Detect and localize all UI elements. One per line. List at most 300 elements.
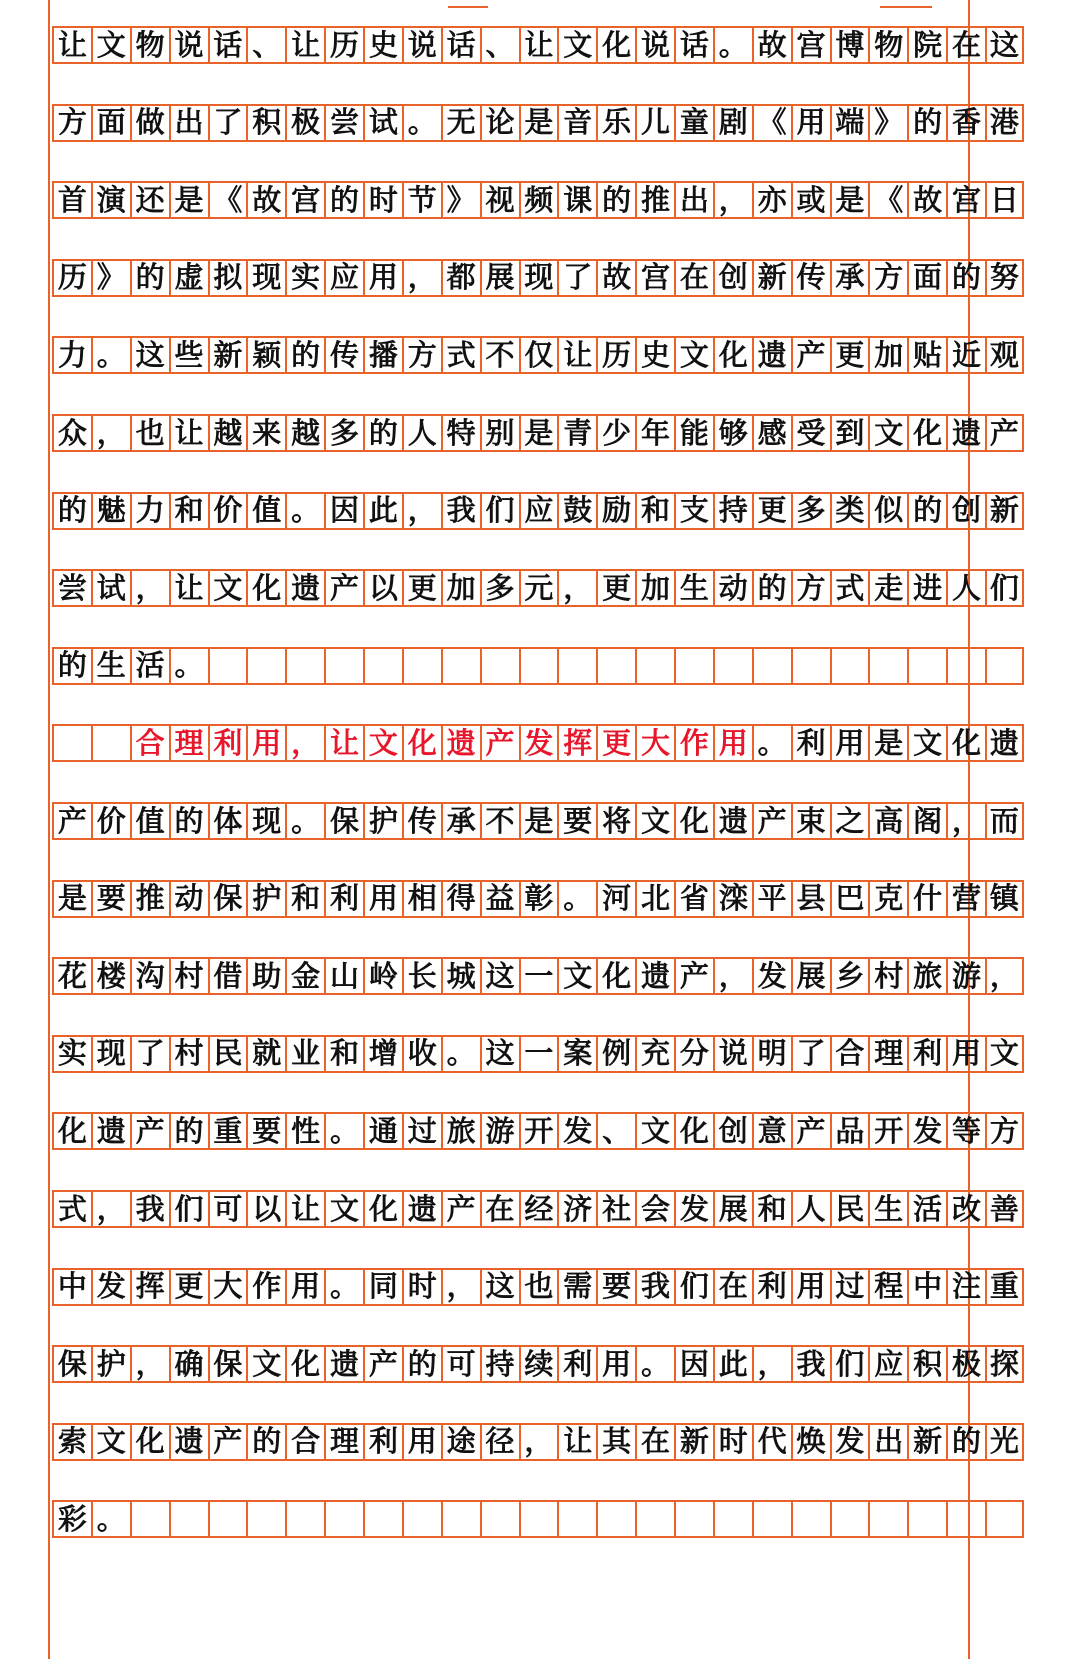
grid-cell: 这 <box>480 1037 519 1071</box>
grid-cell: 走 <box>868 571 907 605</box>
grid-cell: 故 <box>907 183 946 217</box>
grid-cell: 益 <box>480 882 519 916</box>
grid-cell: 试 <box>363 106 402 140</box>
grid-cell: 也 <box>519 1270 558 1304</box>
grid-cell: 化 <box>907 416 946 450</box>
grid-cell: 方 <box>985 1114 1024 1148</box>
grid-cell: 了 <box>130 1037 169 1071</box>
grid-cell: 方 <box>791 571 830 605</box>
grid-cell: 体 <box>208 804 247 838</box>
grid-cell: 径 <box>480 1425 519 1459</box>
grid-cell: 一 <box>519 1037 558 1071</box>
grid-row <box>52 104 1024 142</box>
grid-cell: 值 <box>246 494 285 528</box>
grid-cell: 首 <box>52 183 91 217</box>
grid-cell <box>169 1502 208 1536</box>
grid-cell: 和 <box>752 1192 791 1226</box>
grid-row <box>52 336 1024 374</box>
grid-cell: 积 <box>907 1347 946 1381</box>
grid-cell <box>52 726 91 760</box>
grid-cell: 挥 <box>130 1270 169 1304</box>
grid-cell: 的 <box>285 338 324 372</box>
grid-cell: 、 <box>246 28 285 62</box>
grid-cell: 发 <box>830 1425 869 1459</box>
grid-cell: 努 <box>985 261 1024 295</box>
grid-cell: 童 <box>674 106 713 140</box>
grid-cell: 让 <box>285 1192 324 1226</box>
grid-cell: 加 <box>635 571 674 605</box>
grid-cell: 式 <box>830 571 869 605</box>
grid-cell <box>480 1502 519 1536</box>
grid-cell: 例 <box>596 1037 635 1071</box>
grid-cell: 发 <box>752 959 791 993</box>
grid-cell: 。 <box>402 106 441 140</box>
grid-cell: 充 <box>635 1037 674 1071</box>
grid-cell: 方 <box>868 261 907 295</box>
grid-cell: 利 <box>363 1425 402 1459</box>
grid-cell: 的 <box>907 494 946 528</box>
grid-cell: 近 <box>946 338 985 372</box>
grid-cell: 港 <box>985 106 1024 140</box>
grid-cell: 一 <box>519 959 558 993</box>
grid-cell: 演 <box>91 183 130 217</box>
grid-cell: 现 <box>246 261 285 295</box>
grid-cell: 的 <box>596 183 635 217</box>
grid-cell <box>596 649 635 683</box>
grid-cell: 越 <box>285 416 324 450</box>
grid-cell: 我 <box>791 1347 830 1381</box>
grid-cell: 极 <box>946 1347 985 1381</box>
grid-cell: 化 <box>246 571 285 605</box>
grid-cell: 护 <box>363 804 402 838</box>
grid-cell: 让 <box>324 726 363 760</box>
grid-cell: 理 <box>324 1425 363 1459</box>
grid-cell: 彰 <box>519 882 558 916</box>
grid-cell: 遗 <box>324 1347 363 1381</box>
grid-cell <box>635 649 674 683</box>
grid-cell: 济 <box>557 1192 596 1226</box>
grid-cell: 们 <box>985 571 1024 605</box>
grid-cell: 越 <box>208 416 247 450</box>
grid-cell: 此 <box>713 1347 752 1381</box>
grid-cell: 加 <box>441 571 480 605</box>
grid-cell: ， <box>91 1192 130 1226</box>
grid-cell: 以 <box>363 571 402 605</box>
grid-cell <box>519 649 558 683</box>
grid-cell: 们 <box>674 1270 713 1304</box>
grid-cell: 化 <box>946 726 985 760</box>
grid-cell: 创 <box>713 1114 752 1148</box>
grid-cell: 要 <box>246 1114 285 1148</box>
grid-cell: 的 <box>130 261 169 295</box>
grid-cell: 做 <box>130 106 169 140</box>
grid-cell: 民 <box>208 1037 247 1071</box>
grid-cell: 护 <box>246 882 285 916</box>
grid-row <box>52 1112 1024 1150</box>
grid-cell: 化 <box>713 338 752 372</box>
grid-cell: 持 <box>713 494 752 528</box>
grid-cell: 文 <box>557 28 596 62</box>
grid-cell: 我 <box>635 1270 674 1304</box>
grid-cell <box>246 649 285 683</box>
grid-cell: 文 <box>674 338 713 372</box>
grid-cell: 的 <box>402 1347 441 1381</box>
grid-cell <box>907 1502 946 1536</box>
grid-cell: 遗 <box>635 959 674 993</box>
grid-cell: 注 <box>946 1270 985 1304</box>
grid-cell: ， <box>713 183 752 217</box>
grid-cell: 利 <box>208 726 247 760</box>
grid-cell: 用 <box>713 726 752 760</box>
grid-cell: 都 <box>441 261 480 295</box>
grid-cell: 村 <box>868 959 907 993</box>
grid-cell: 亦 <box>752 183 791 217</box>
grid-cell: 助 <box>246 959 285 993</box>
grid-cell: 面 <box>91 106 130 140</box>
grid-cell <box>596 1502 635 1536</box>
grid-cell: 化 <box>402 726 441 760</box>
grid-cell: 利 <box>324 882 363 916</box>
grid-cell: 活 <box>130 649 169 683</box>
grid-cell: 作 <box>246 1270 285 1304</box>
grid-cell: 楼 <box>91 959 130 993</box>
grid-cell: 式 <box>52 1192 91 1226</box>
grid-cell: 新 <box>907 1425 946 1459</box>
grid-cell: 平 <box>752 882 791 916</box>
grid-cell: 这 <box>480 959 519 993</box>
grid-cell: 现 <box>246 804 285 838</box>
grid-cell: 发 <box>674 1192 713 1226</box>
grid-cell: 重 <box>985 1270 1024 1304</box>
grid-row <box>52 1035 1024 1073</box>
grid-cell: 、 <box>596 1114 635 1148</box>
grid-cell: 让 <box>519 28 558 62</box>
grid-cell: 产 <box>52 804 91 838</box>
grid-cell: 村 <box>169 1037 208 1071</box>
grid-cell: 还 <box>130 183 169 217</box>
grid-cell: 的 <box>907 106 946 140</box>
grid-cell <box>363 1502 402 1536</box>
grid-cell: 化 <box>596 959 635 993</box>
grid-cell: 史 <box>635 338 674 372</box>
grid-cell: 大 <box>635 726 674 760</box>
grid-cell: 案 <box>557 1037 596 1071</box>
grid-cell: 们 <box>480 494 519 528</box>
grid-row <box>52 880 1024 918</box>
grid-row <box>52 181 1024 219</box>
grid-cell: 多 <box>480 571 519 605</box>
grid-cell: 用 <box>791 1270 830 1304</box>
grid-cell: ， <box>519 1425 558 1459</box>
grid-cell: 克 <box>868 882 907 916</box>
grid-cell <box>208 649 247 683</box>
grid-cell: 遗 <box>169 1425 208 1459</box>
grid-cell: 新 <box>208 338 247 372</box>
grid-row <box>52 1423 1024 1461</box>
grid-cell: 意 <box>752 1114 791 1148</box>
grid-cell: 用 <box>791 106 830 140</box>
grid-cell: 是 <box>519 804 558 838</box>
grid-cell: 产 <box>324 571 363 605</box>
grid-cell: 力 <box>52 338 91 372</box>
grid-cell: 剧 <box>713 106 752 140</box>
grid-cell: 传 <box>791 261 830 295</box>
grid-cell: 能 <box>674 416 713 450</box>
grid-cell: 故 <box>246 183 285 217</box>
grid-cell: 。 <box>91 338 130 372</box>
grid-cell: 利 <box>791 726 830 760</box>
grid-cell: 在 <box>946 28 985 62</box>
grid-row <box>52 1500 1024 1538</box>
grid-cell: 更 <box>596 726 635 760</box>
grid-cell: 化 <box>52 1114 91 1148</box>
grid-cell: ， <box>402 261 441 295</box>
grid-cell: ， <box>130 571 169 605</box>
grid-cell <box>441 1502 480 1536</box>
grid-cell: 大 <box>208 1270 247 1304</box>
grid-cell: 积 <box>246 106 285 140</box>
grid-cell: 《 <box>868 183 907 217</box>
grid-cell: ， <box>441 1270 480 1304</box>
grid-cell: 音 <box>557 106 596 140</box>
grid-cell: 营 <box>946 882 985 916</box>
grid-cell: 香 <box>946 106 985 140</box>
grid-cell: 传 <box>324 338 363 372</box>
grid-cell: 承 <box>830 261 869 295</box>
grid-cell: ， <box>130 1347 169 1381</box>
grid-cell: 游 <box>946 959 985 993</box>
grid-cell: 类 <box>830 494 869 528</box>
grid-cell <box>752 649 791 683</box>
grid-cell: 出 <box>169 106 208 140</box>
grid-cell: 视 <box>480 183 519 217</box>
grid-cell: 品 <box>830 1114 869 1148</box>
grid-cell <box>441 649 480 683</box>
grid-cell: 理 <box>169 726 208 760</box>
grid-cell: 生 <box>91 649 130 683</box>
grid-cell: 化 <box>130 1425 169 1459</box>
grid-cell: 用 <box>946 1037 985 1071</box>
grid-cell: 过 <box>830 1270 869 1304</box>
grid-cell: 说 <box>635 28 674 62</box>
grid-cell: 别 <box>480 416 519 450</box>
grid-cell: 不 <box>480 804 519 838</box>
grid-cell: 史 <box>363 28 402 62</box>
grid-cell: 》 <box>441 183 480 217</box>
grid-cell: 。 <box>285 804 324 838</box>
grid-cell: 和 <box>635 494 674 528</box>
grid-cell: 因 <box>674 1347 713 1381</box>
grid-cell: 发 <box>91 1270 130 1304</box>
grid-cell: 物 <box>868 28 907 62</box>
grid-cell: 》 <box>868 106 907 140</box>
grid-cell: 些 <box>169 338 208 372</box>
grid-cell: 之 <box>830 804 869 838</box>
grid-row <box>52 802 1024 840</box>
grid-cell: 开 <box>519 1114 558 1148</box>
grid-cell: 要 <box>91 882 130 916</box>
grid-cell: 河 <box>596 882 635 916</box>
grid-cell: 式 <box>441 338 480 372</box>
grid-cell: 是 <box>868 726 907 760</box>
grid-cell: 话 <box>208 28 247 62</box>
grid-cell: ， <box>402 494 441 528</box>
grid-cell: 而 <box>985 804 1024 838</box>
grid-cell: 历 <box>52 261 91 295</box>
grid-cell <box>519 1502 558 1536</box>
grid-cell: 实 <box>52 1037 91 1071</box>
grid-cell: 利 <box>752 1270 791 1304</box>
grid-cell: 人 <box>791 1192 830 1226</box>
grid-row <box>52 1268 1024 1306</box>
grid-cell: 发 <box>907 1114 946 1148</box>
grid-cell: 人 <box>402 416 441 450</box>
grid-cell: 宫 <box>635 261 674 295</box>
grid-cell: 阁 <box>907 804 946 838</box>
grid-cell: 颖 <box>246 338 285 372</box>
grid-cell: 产 <box>363 1347 402 1381</box>
grid-cell: 多 <box>791 494 830 528</box>
grid-cell: 不 <box>480 338 519 372</box>
grid-cell: 乐 <box>596 106 635 140</box>
grid-cell: 面 <box>907 261 946 295</box>
grid-cell: ， <box>985 959 1024 993</box>
grid-cell: 极 <box>285 106 324 140</box>
grid-cell: 活 <box>907 1192 946 1226</box>
grid-cell: 需 <box>557 1270 596 1304</box>
grid-cell: 保 <box>208 882 247 916</box>
grid-row <box>52 569 1024 607</box>
grid-cell: 更 <box>169 1270 208 1304</box>
grid-cell: 文 <box>363 726 402 760</box>
grid-cell: 儿 <box>635 106 674 140</box>
grid-cell: 中 <box>907 1270 946 1304</box>
grid-cell <box>868 649 907 683</box>
grid-cell: 产 <box>752 804 791 838</box>
grid-cell: 旅 <box>441 1114 480 1148</box>
grid-cell <box>946 649 985 683</box>
grid-cell: 遗 <box>713 804 752 838</box>
grid-cell: 尝 <box>324 106 363 140</box>
grid-cell: 。 <box>324 1114 363 1148</box>
grid-cell: 善 <box>985 1192 1024 1226</box>
grid-cell: 发 <box>557 1114 596 1148</box>
grid-cell: 的 <box>169 804 208 838</box>
grid-row <box>52 414 1024 452</box>
grid-cell: 文 <box>91 28 130 62</box>
grid-cell: 在 <box>674 261 713 295</box>
grid-cell: 让 <box>557 338 596 372</box>
grid-cell: 的 <box>52 494 91 528</box>
grid-cell: 通 <box>363 1114 402 1148</box>
grid-cell: 文 <box>246 1347 285 1381</box>
grid-cell: 说 <box>169 28 208 62</box>
grid-cell: 保 <box>52 1347 91 1381</box>
grid-cell: 方 <box>52 106 91 140</box>
grid-cell: 金 <box>285 959 324 993</box>
grid-cell: 、 <box>480 28 519 62</box>
grid-cell: 文 <box>557 959 596 993</box>
grid-cell: 镇 <box>985 882 1024 916</box>
grid-cell: 的 <box>363 416 402 450</box>
grid-cell: 的 <box>946 1425 985 1459</box>
grid-cell: ， <box>946 804 985 838</box>
grid-cell: 产 <box>208 1425 247 1459</box>
grid-cell: 更 <box>830 338 869 372</box>
grid-cell: 改 <box>946 1192 985 1226</box>
grid-cell: 滦 <box>713 882 752 916</box>
grid-cell <box>674 1502 713 1536</box>
grid-cell: 确 <box>169 1347 208 1381</box>
grid-cell: 说 <box>402 28 441 62</box>
grid-cell: 宫 <box>285 183 324 217</box>
grid-cell: 故 <box>596 261 635 295</box>
grid-cell <box>985 649 1024 683</box>
grid-cell: 收 <box>402 1037 441 1071</box>
grid-cell: 利 <box>557 1347 596 1381</box>
grid-cell: 中 <box>52 1270 91 1304</box>
grid-cell: 无 <box>441 106 480 140</box>
grid-cell: 增 <box>363 1037 402 1071</box>
grid-cell <box>713 649 752 683</box>
grid-cell: 高 <box>868 804 907 838</box>
grid-cell: 合 <box>830 1037 869 1071</box>
grid-cell: 化 <box>285 1347 324 1381</box>
grid-cell: 和 <box>169 494 208 528</box>
grid-cell: 途 <box>441 1425 480 1459</box>
grid-cell: 少 <box>596 416 635 450</box>
grid-cell: 值 <box>130 804 169 838</box>
grid-cell: 方 <box>402 338 441 372</box>
grid-cell: 时 <box>363 183 402 217</box>
grid-cell: 人 <box>946 571 985 605</box>
grid-cell: 们 <box>169 1192 208 1226</box>
grid-cell: 展 <box>791 959 830 993</box>
grid-cell: 是 <box>519 416 558 450</box>
grid-cell: 生 <box>868 1192 907 1226</box>
grid-cell: 遗 <box>946 416 985 450</box>
grid-cell: 宫 <box>791 28 830 62</box>
grid-cell: 村 <box>169 959 208 993</box>
grid-cell <box>324 1502 363 1536</box>
grid-cell: 可 <box>208 1192 247 1226</box>
grid-cell <box>830 649 869 683</box>
grid-cell: 乡 <box>830 959 869 993</box>
grid-cell: 经 <box>519 1192 558 1226</box>
grid-cell: 因 <box>324 494 363 528</box>
grid-cell: 出 <box>868 1425 907 1459</box>
grid-cell: 文 <box>91 1425 130 1459</box>
grid-cell: 用 <box>285 1270 324 1304</box>
grid-cell: 沟 <box>130 959 169 993</box>
grid-cell: 力 <box>130 494 169 528</box>
grid-cell: 程 <box>868 1270 907 1304</box>
grid-cell <box>91 726 130 760</box>
grid-cell: 实 <box>285 261 324 295</box>
grid-cell: 够 <box>713 416 752 450</box>
grid-cell: 这 <box>480 1270 519 1304</box>
grid-cell: 护 <box>91 1347 130 1381</box>
grid-cell: 论 <box>480 106 519 140</box>
grid-cell: ， <box>557 571 596 605</box>
grid-cell: 特 <box>441 416 480 450</box>
grid-cell: 县 <box>791 882 830 916</box>
grid-cell: 什 <box>907 882 946 916</box>
grid-cell: 和 <box>285 882 324 916</box>
grid-cell: 让 <box>557 1425 596 1459</box>
grid-cell: 产 <box>674 959 713 993</box>
grid-cell: 们 <box>830 1347 869 1381</box>
